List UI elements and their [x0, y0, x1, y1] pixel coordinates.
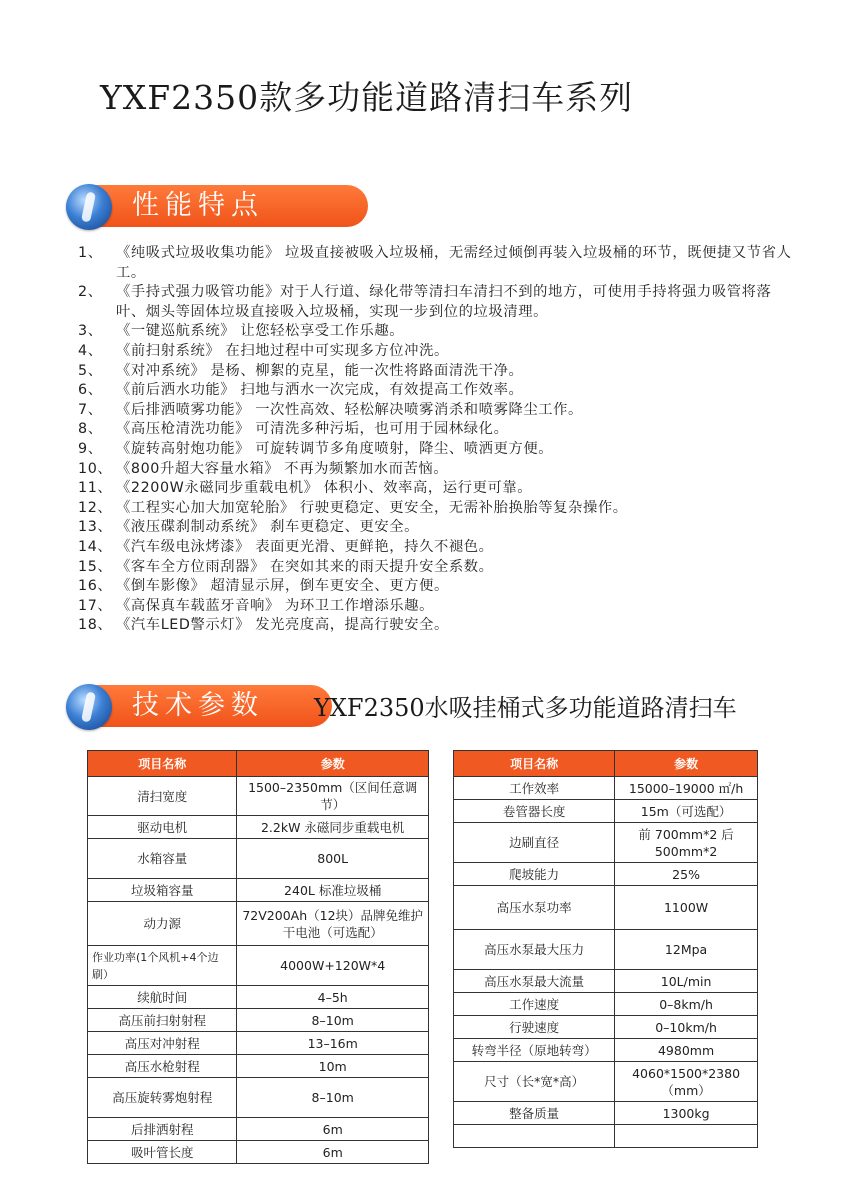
- table-row: [88, 879, 429, 902]
- spec-name-cell: 动力源: [88, 902, 237, 946]
- spec-table-left: [87, 750, 429, 1164]
- spec-value-cell: 10m: [237, 1055, 429, 1078]
- spec-name-cell: 高压水泵功率: [454, 886, 615, 930]
- spec-value-cell: 25%: [615, 863, 758, 886]
- feature-item: [78, 597, 798, 617]
- feature-text: 《纯吸式垃圾收集功能》 垃圾直接被吸入垃圾桶，无需经过倾倒再装入垃圾桶的环节，既便捷又节省人工。: [116, 245, 792, 281]
- spec-value-cell: 1500–2350mm（区间任意调节）: [237, 777, 429, 816]
- feature-item: [78, 440, 798, 460]
- feature-text: 《手持式强力吸管功能》对于人行道、绿化带等清扫车清扫不到的地方，可使用手持将强力吸管将落叶、烟头等固体垃圾直接吸入垃圾桶，实现一步到位的垃圾清理。: [116, 284, 772, 320]
- spec-name-cell: 垃圾箱容量: [88, 879, 237, 902]
- spec-value-cell: 800L: [237, 839, 429, 879]
- spec-name-cell: 行驶速度: [454, 1016, 615, 1039]
- spec-value-cell: 4000W+120W*4: [237, 946, 429, 986]
- spec-value-cell: 15000–19000 ㎡/h: [615, 777, 758, 800]
- feature-number: 2、: [78, 284, 103, 301]
- feature-item: [78, 401, 798, 421]
- feature-number: 1、: [78, 245, 103, 261]
- feature-number: 18、: [78, 617, 113, 634]
- spec-value-cell: [615, 1125, 758, 1148]
- spec-value-cell: 前 700mm*2 后 500mm*2: [615, 823, 758, 863]
- spec-name-cell: 工作效率: [454, 777, 615, 800]
- spec-value-cell: 8–10m: [237, 1009, 429, 1032]
- spec-name-cell: 高压前扫射射程: [88, 1009, 237, 1032]
- feature-number: 9、: [78, 440, 103, 457]
- feature-text: 《一键巡航系统》 让您轻松享受工作乐趣。: [116, 323, 405, 340]
- feature-item: [78, 381, 798, 401]
- feature-number: 4、: [78, 342, 103, 359]
- feature-item: [78, 558, 798, 578]
- table-row: [88, 1032, 429, 1055]
- spec-name-cell: 高压水泵最大流量: [454, 970, 615, 993]
- spec-value-cell: 0–8km/h: [615, 993, 758, 1016]
- section-ribbon-specs: 技术参数: [96, 685, 332, 727]
- spec-name-cell: 转弯半径（原地转弯）: [454, 1039, 615, 1062]
- feature-text: 《工程实心加大加宽轮胎》 行驶更稳定、更安全，无需补胎换胎等复杂操作。: [116, 499, 628, 516]
- table-row: [88, 839, 429, 879]
- feature-text: 《高保真车载蓝牙音响》 为环卫工作增添乐趣。: [116, 597, 434, 614]
- feature-number: 10、: [78, 460, 113, 477]
- spec-value-cell: 13–16m: [237, 1032, 429, 1055]
- feature-number: 12、: [78, 499, 113, 516]
- spec-value-cell: 6m: [237, 1118, 429, 1141]
- table-row: [88, 1141, 429, 1164]
- spec-name-cell: 后排洒射程: [88, 1118, 237, 1141]
- table-row: [454, 863, 758, 886]
- spec-name-cell: [454, 1125, 615, 1148]
- spec-name-cell: 高压水枪射程: [88, 1055, 237, 1078]
- column-header: 参数: [237, 751, 429, 777]
- feature-number: 7、: [78, 401, 103, 418]
- table-row: [88, 816, 429, 839]
- section-header-features: [66, 182, 845, 232]
- table-row: [454, 993, 758, 1016]
- table-row: [454, 800, 758, 823]
- spec-value-cell: 2.2kW 永磁同步重载电机: [237, 816, 429, 839]
- feature-text: 《800升超大容量水箱》 不再为频繁加水而苦恼。: [116, 460, 449, 477]
- spec-value-cell: 1300kg: [615, 1102, 758, 1125]
- spec-value-cell: 4980mm: [615, 1039, 758, 1062]
- table-row: [454, 970, 758, 993]
- feature-item: [78, 577, 798, 597]
- spec-name-cell: 作业功率(1个风机+4个边刷）: [88, 946, 237, 986]
- feature-item: [78, 499, 798, 519]
- feature-number: 11、: [78, 480, 113, 497]
- feature-number: 13、: [78, 519, 113, 536]
- table-row: [454, 777, 758, 800]
- spec-name-cell: 高压对冲射程: [88, 1032, 237, 1055]
- spec-name-cell: 高压旋转雾炮射程: [88, 1078, 237, 1118]
- feature-item: [78, 518, 798, 538]
- spec-name-cell: 边刷直径: [454, 823, 615, 863]
- spec-value-cell: 6m: [237, 1141, 429, 1164]
- spec-value-cell: 12Mpa: [615, 930, 758, 970]
- table-row: [88, 1078, 429, 1118]
- feature-item: [78, 322, 798, 342]
- spec-name-cell: 尺寸（长*宽*高）: [454, 1062, 615, 1102]
- section-ribbon-features: 性能特点: [96, 185, 368, 227]
- spec-value-cell: 240L 标准垃圾桶: [237, 879, 429, 902]
- feature-text: 《倒车影像》 超清显示屏，倒车更安全、更方便。: [116, 578, 449, 595]
- feature-item: [78, 479, 798, 499]
- column-header: 项目名称: [88, 751, 237, 777]
- spec-subtitle: YXF2350水吸挂桶式多功能道路清扫车: [314, 694, 737, 722]
- table-row: [88, 946, 429, 986]
- feature-text: 《后排洒喷雾功能》 一次性高效、轻松解决喷雾消杀和喷雾降尘工作。: [116, 401, 583, 418]
- globe-badge-icon: [66, 184, 112, 230]
- feature-text: 《汽车级电泳烤漆》 表面更光滑、更鲜艳，持久不褪色。: [116, 538, 494, 555]
- feature-text: 《对冲系统》 是杨、柳絮的克星，能一次性将路面清洗干净。: [116, 362, 524, 379]
- feature-number: 15、: [78, 558, 113, 575]
- table-row: [88, 902, 429, 946]
- table-row: [88, 777, 429, 816]
- spec-name-cell: 吸叶管长度: [88, 1141, 237, 1164]
- table-row: [88, 986, 429, 1009]
- table-row: [454, 1016, 758, 1039]
- spec-value-cell: 8–10m: [237, 1078, 429, 1118]
- table-row: [88, 1009, 429, 1032]
- spec-value-cell: 72V200Ah（12块）品牌免维护干电池（可选配）: [237, 902, 429, 946]
- feature-text: 《高压枪清洗功能》 可清洗多种污垢，也可用于园林绿化。: [116, 421, 509, 438]
- feature-item: [78, 244, 798, 283]
- feature-text: 《前后洒水功能》 扫地与洒水一次完成，有效提高工作效率。: [116, 382, 524, 399]
- spec-value-cell: 1100W: [615, 886, 758, 930]
- table-row: [88, 1055, 429, 1078]
- spec-name-cell: 整备质量: [454, 1102, 615, 1125]
- feature-text: 《2200W永磁同步重载电机》 体积小、效率高，运行更可靠。: [116, 480, 533, 497]
- spec-name-cell: 高压水泵最大压力: [454, 930, 615, 970]
- features-list: [78, 244, 798, 636]
- spec-name-cell: 爬坡能力: [454, 863, 615, 886]
- spec-table-right: [453, 750, 758, 1148]
- feature-number: 14、: [78, 538, 113, 555]
- table-row: [454, 1062, 758, 1102]
- spec-name-cell: 工作速度: [454, 993, 615, 1016]
- page-title: YXF2350款多功能道路清扫车系列: [100, 78, 634, 117]
- feature-text: 《旋转高射炮功能》 可旋转调节多角度喷射，降尘、喷洒更方便。: [116, 440, 554, 457]
- column-header: 参数: [615, 751, 758, 777]
- feature-text: 《液压碟刹制动系统》 刹车更稳定、更安全。: [116, 519, 420, 536]
- globe-badge-icon: [66, 684, 112, 730]
- column-header: 项目名称: [454, 751, 615, 777]
- spec-value-cell: 0–10km/h: [615, 1016, 758, 1039]
- feature-item: [78, 342, 798, 362]
- feature-item: [78, 420, 798, 440]
- spec-value-cell: 15m（可选配）: [615, 800, 758, 823]
- section-header-specs: [66, 682, 845, 732]
- feature-number: 5、: [78, 362, 103, 379]
- spec-name-cell: 卷管器长度: [454, 800, 615, 823]
- spec-value-cell: 4060*1500*2380（mm）: [615, 1062, 758, 1102]
- feature-number: 3、: [78, 323, 103, 340]
- feature-number: 6、: [78, 382, 103, 399]
- table-row: [454, 886, 758, 930]
- feature-item: [78, 460, 798, 480]
- feature-item: [78, 538, 798, 558]
- spec-value-cell: 10L/min: [615, 970, 758, 993]
- feature-text: 《汽车LED警示灯》 发光亮度高，提高行驶安全。: [116, 617, 449, 634]
- feature-number: 8、: [78, 421, 103, 438]
- spec-value-cell: 4–5h: [237, 986, 429, 1009]
- table-row: [454, 1102, 758, 1125]
- feature-text: 《前扫射系统》 在扫地过程中可实现多方位冲洗。: [116, 342, 449, 359]
- spec-name-cell: 清扫宽度: [88, 777, 237, 816]
- table-row: [88, 1118, 429, 1141]
- feature-number: 17、: [78, 597, 113, 614]
- spec-name-cell: 水箱容量: [88, 839, 237, 879]
- feature-item: [78, 362, 798, 382]
- feature-item: [78, 616, 798, 636]
- spec-name-cell: 续航时间: [88, 986, 237, 1009]
- table-row: [454, 823, 758, 863]
- feature-number: 16、: [78, 578, 113, 595]
- spec-name-cell: 驱动电机: [88, 816, 237, 839]
- feature-text: 《客车全方位雨刮器》 在突如其来的雨天提升安全系数。: [116, 558, 494, 575]
- table-row: [454, 1125, 758, 1148]
- table-row: [454, 1039, 758, 1062]
- feature-item: [78, 283, 798, 322]
- table-row: [454, 930, 758, 970]
